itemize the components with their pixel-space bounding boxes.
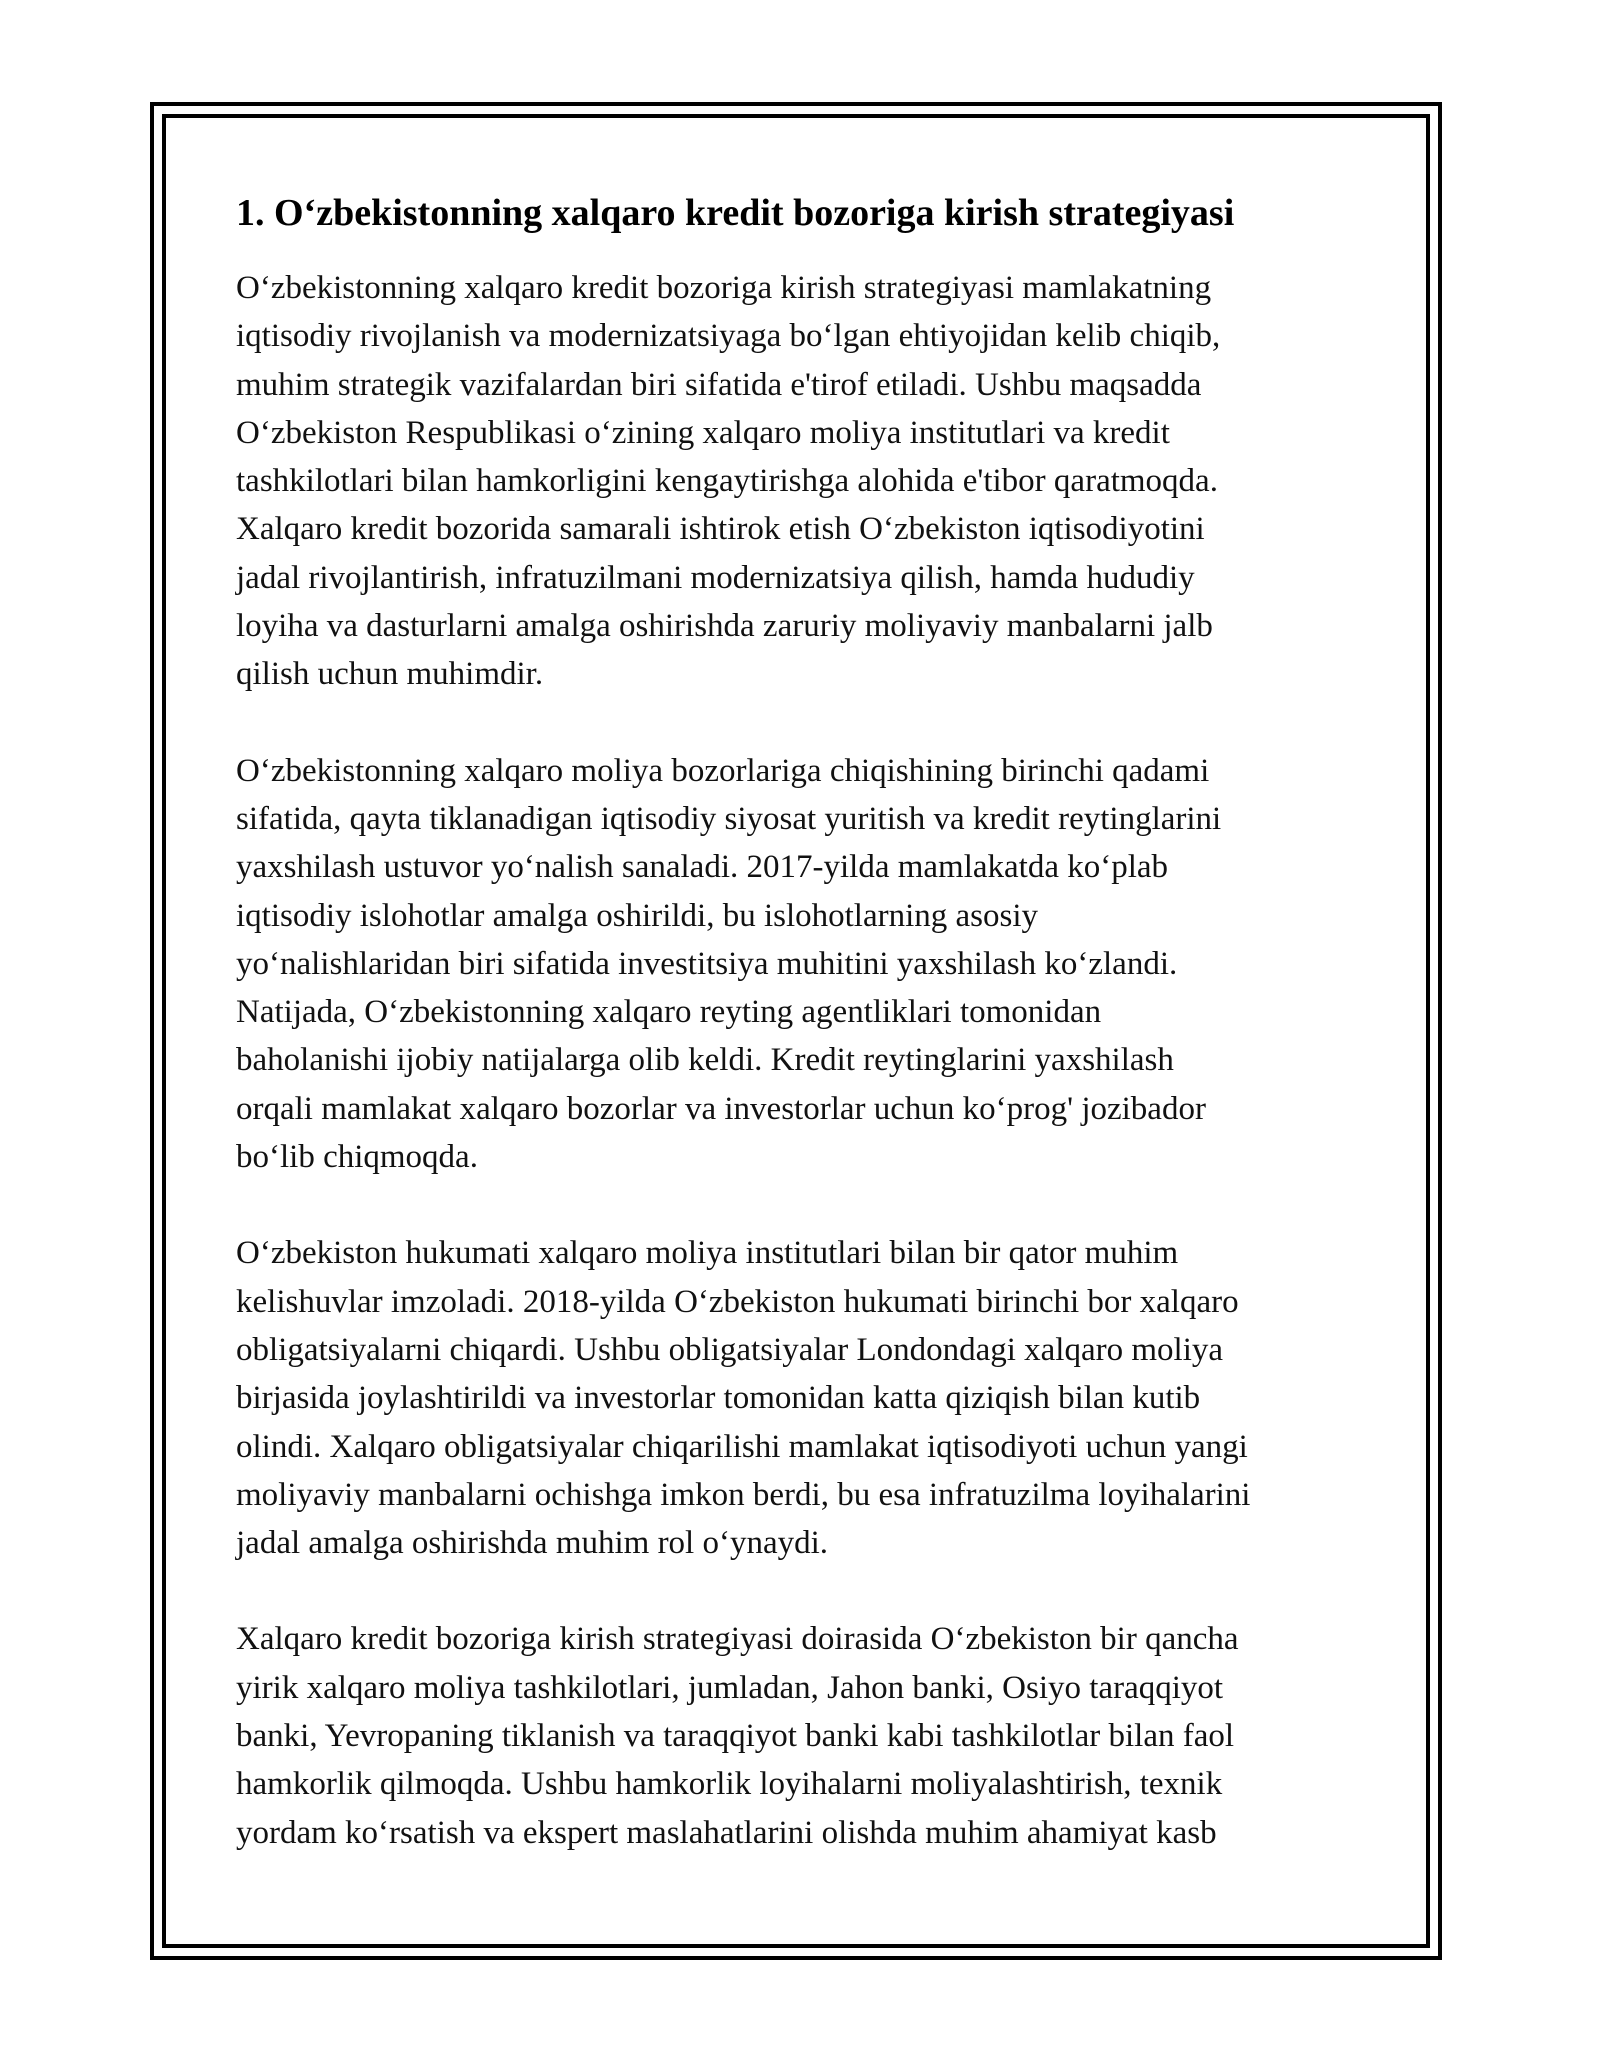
text-line: qilish uchun muhimdir. [236, 656, 544, 693]
text-line: hamkorlik qilmoqda. Ushbu hamkorlik loyihalarni moliyalashtirish, texnik [236, 1766, 1223, 1803]
text-line: iqtisodiy islohotlar amalga oshirildi, bu islohotlarning asosiy [236, 897, 1039, 934]
text-line: yaxshilash ustuvor yo‘nalish sanaladi. 2017-yilda mamlakatda ko‘plab [236, 849, 1169, 886]
text-line: moliyaviy manbalarni ochishga imkon berdi, bu esa infratuzilma loyihalarini [236, 1476, 1251, 1513]
text-line: baholanishi ijobiy natijalarga olib keldi. Kredit reytinglarini yaxshilash [236, 1042, 1174, 1079]
text-line: yordam ko‘rsatish va ekspert maslahatlarini olishda muhim ahamiyat kasb [236, 1814, 1217, 1851]
paragraph-4 [236, 1615, 1366, 1856]
section-heading: 1. O‘zbekistonning xalqaro kredit bozoriga kirish strategiyasi [236, 192, 1235, 234]
text-line: jadal amalga oshirishda muhim rol o‘ynaydi. [236, 1525, 829, 1562]
text-line: yo‘nalishlaridan biri sifatida investitsiya muhitini yaxshilash ko‘zlandi. [236, 945, 1178, 982]
text-line: birjasida joylashtirildi va investorlar tomonidan katta qiziqish bilan kutib [236, 1380, 1201, 1417]
text-line: obligatsiyalarni chiqardi. Ushbu obligatsiyalar Londondagi xalqaro moliya [236, 1331, 1224, 1368]
text-line: jadal rivojlantirish, infratuzilmani modernizatsiya qilish, hamda hududiy [236, 559, 1195, 596]
document-body [236, 188, 1366, 1905]
text-line: olindi. Xalqaro obligatsiyalar chiqarilishi mamlakat iqtisodiyoti uchun yangi [236, 1428, 1248, 1465]
text-line: muhim strategik vazifalardan biri sifatida e'tirof etiladi. Ushbu maqsadda [236, 366, 1202, 403]
paragraph-2 [236, 747, 1366, 1182]
text-line: bo‘lib chiqmoqda. [236, 1139, 478, 1176]
text-line: Natijada, O‘zbekistonning xalqaro reyting agentliklari tomonidan [236, 994, 1102, 1031]
text-line: Xalqaro kredit bozoriga kirish strategiyasi doirasida O‘zbekiston bir qancha [236, 1621, 1239, 1658]
text-line: kelishuvlar imzoladi. 2018-yilda O‘zbekiston hukumati birinchi bor xalqaro [236, 1283, 1239, 1320]
text-line: sifatida, qayta tiklanadigan iqtisodiy siyosat yuritish va kredit reytinglarini [236, 800, 1222, 837]
text-line: orqali mamlakat xalqaro bozorlar va investorlar uchun ko‘prog' jozibador [236, 1090, 1206, 1127]
text-line: iqtisodiy rivojlanish va modernizatsiyaga bo‘lgan ehtiyojidan kelib chiqib, [236, 318, 1221, 355]
text-line: Xalqaro kredit bozorida samarali ishtirok etish O‘zbekiston iqtisodiyotini [236, 511, 1205, 548]
text-line: loyiha va dasturlarni amalga oshirishda zaruriy moliyaviy manbalarni jalb [236, 608, 1213, 645]
text-line: O‘zbekiston Respublikasi o‘zining xalqaro moliya institutlari va kredit [236, 414, 1170, 451]
text-line: tashkilotlari bilan hamkorligini kengaytirishga alohida e'tibor qaratmoqda. [236, 463, 1218, 500]
text-line: O‘zbekiston hukumati xalqaro moliya institutlari bilan bir qator muhim [236, 1235, 1179, 1272]
paragraph-3 [236, 1229, 1366, 1567]
text-line: banki, Yevropaning tiklanish va taraqqiyot banki kabi tashkilotlar bilan faol [236, 1718, 1235, 1755]
text-line: O‘zbekistonning xalqaro kredit bozoriga kirish strategiyasi mamlakatning [236, 270, 1212, 306]
text-line: O‘zbekistonning xalqaro moliya bozorlariga chiqishining birinchi qadami [236, 752, 1210, 789]
text-line: yirik xalqaro moliya tashkilotlari, jumladan, Jahon banki, Osiyo taraqqiyot [236, 1669, 1224, 1706]
paragraph-1 [236, 264, 1366, 699]
